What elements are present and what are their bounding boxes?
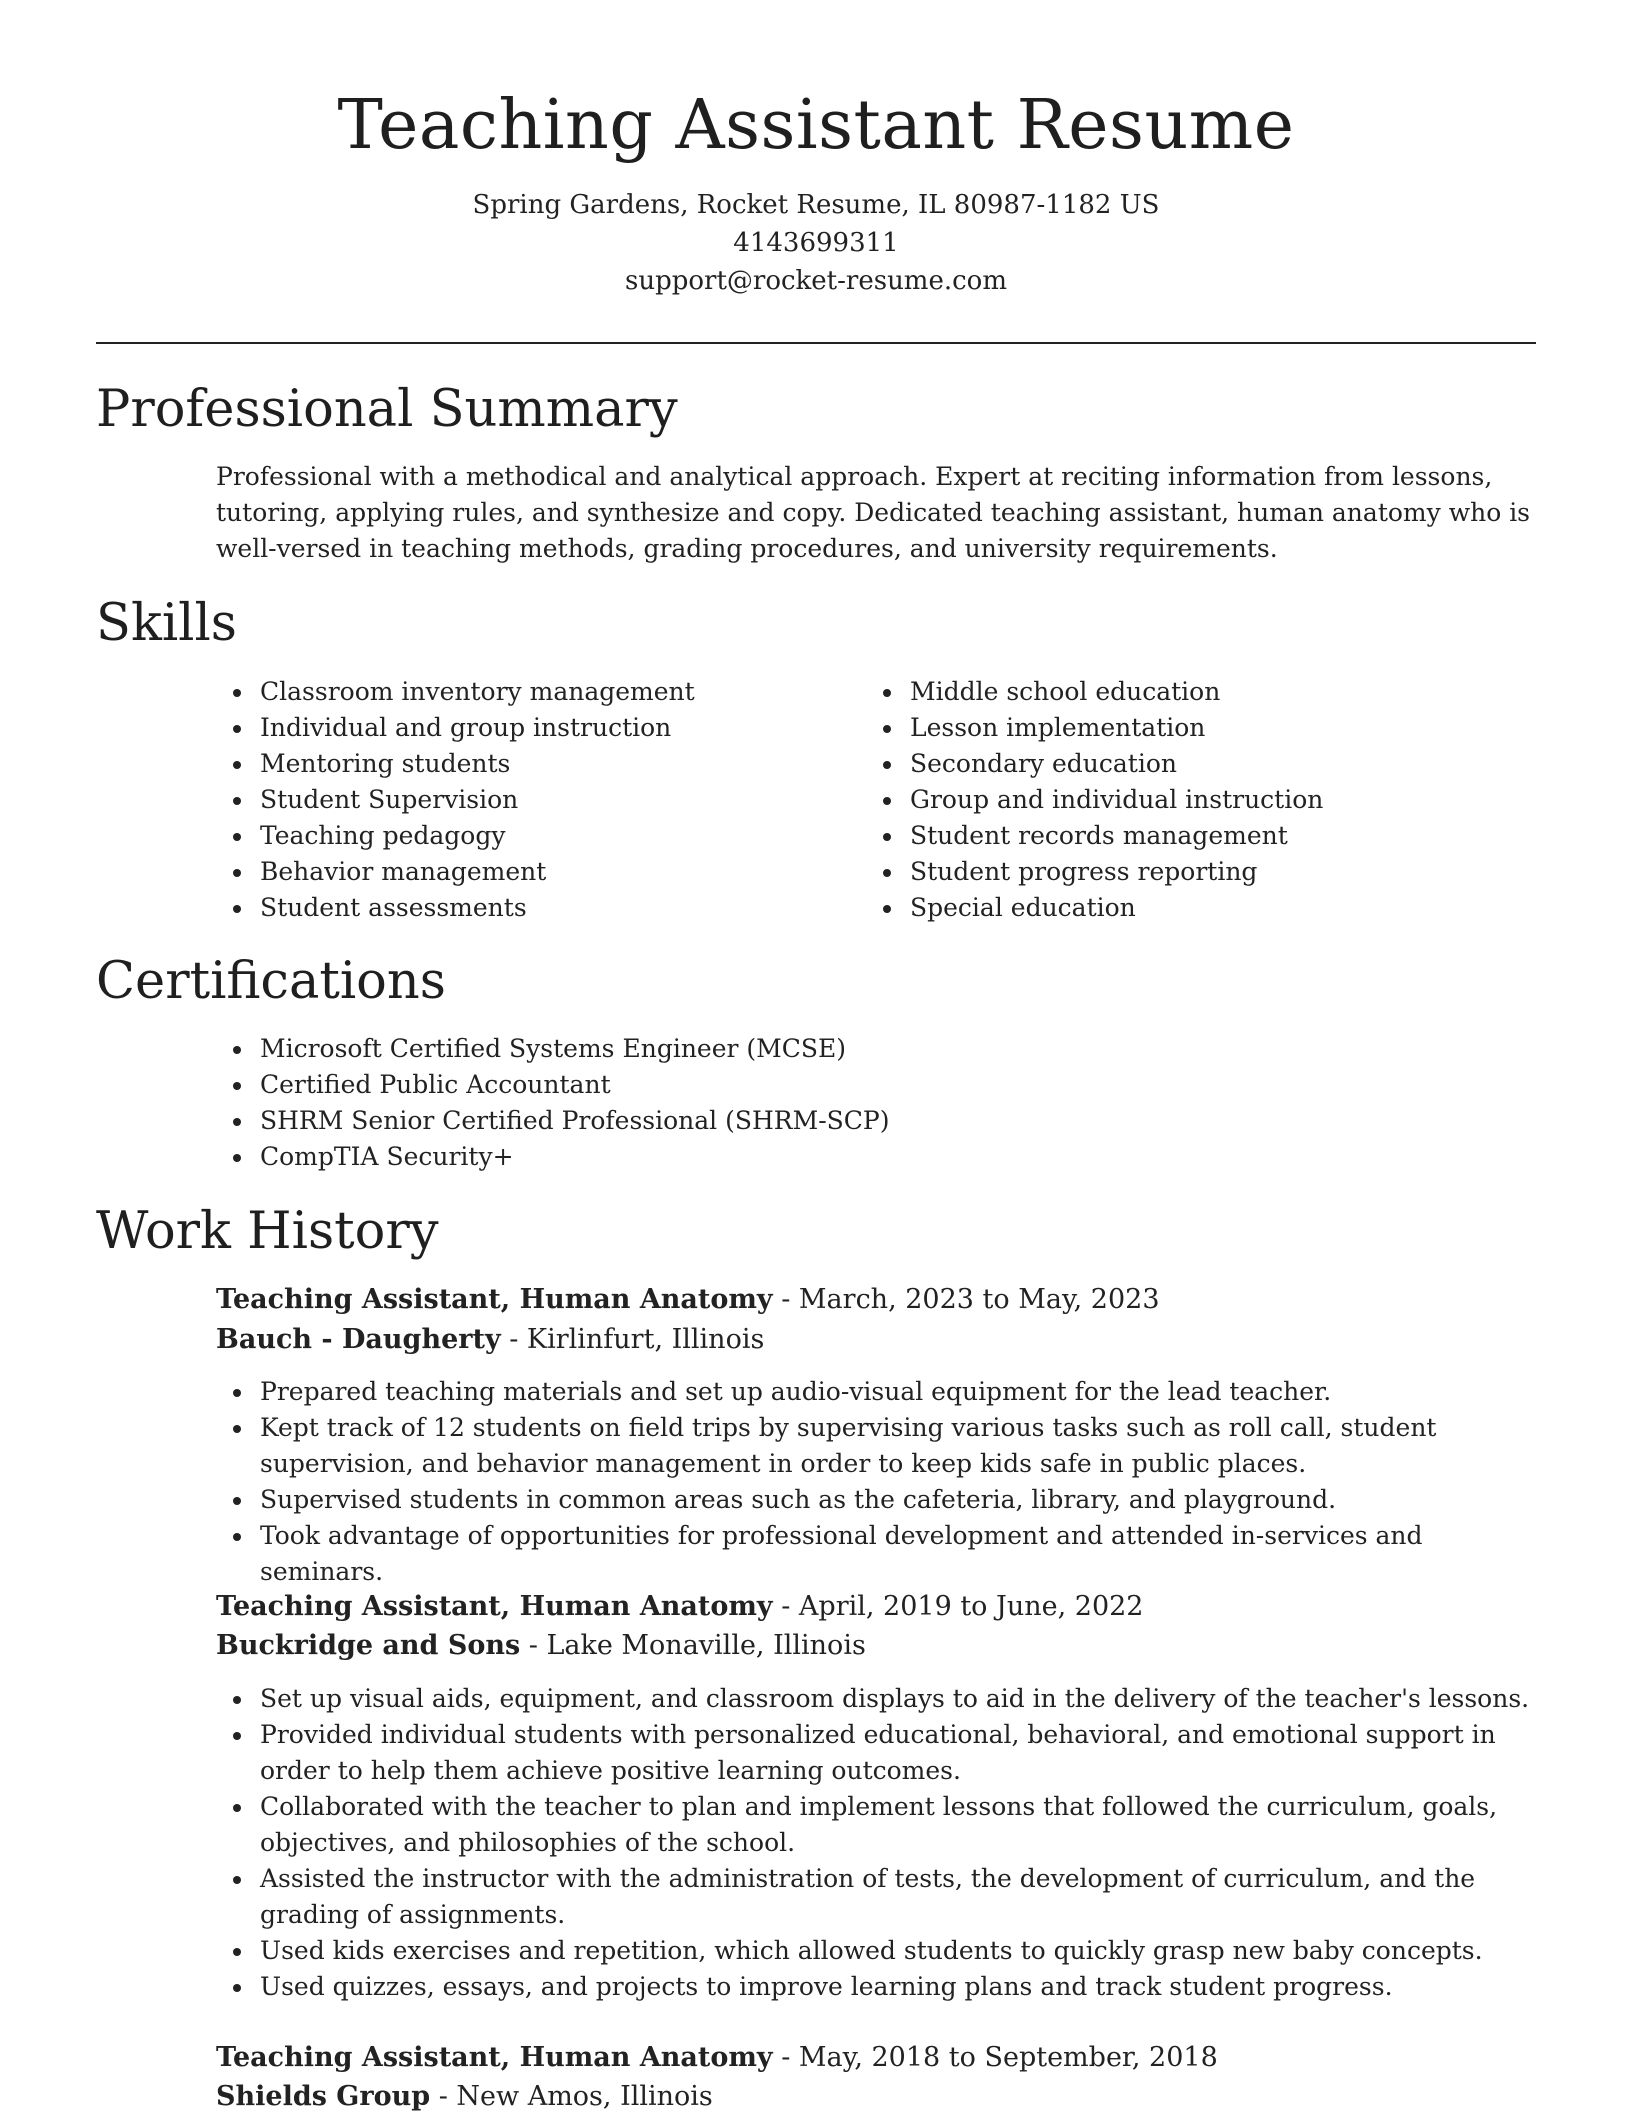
contact-email: support@rocket-resume.com [624,266,1007,296]
skill-item: Behavior management [216,854,816,890]
skill-item: Individual and group instruction [216,710,816,746]
job-company-line [216,1320,764,1360]
job-duty-item: Kept track of 12 students on field trips by supervising various tasks such as roll call, student supervision, and behavior management in order to keep kids safe in public places. [216,1410,1536,1482]
certification-item: CompTIA Security+ [216,1139,1536,1175]
job-dates: - May, 2018 to September, 2018 [772,2042,1218,2073]
skill-item: Student progress reporting [866,854,1506,890]
job-dates: - April, 2019 to June, 2022 [772,1591,1144,1622]
job-duties-list [216,1681,1536,2005]
skill-item: Middle school education [866,674,1506,710]
job-location: - Kirlinfurt, Illinois [500,1324,765,1355]
job-location: - Lake Monaville, Illinois [520,1630,866,1661]
certifications-heading: Certifications [96,952,446,1011]
job-duty-item: Set up visual aids, equipment, and classroom displays to aid in the delivery of the teacher's lessons. [216,1681,1536,1717]
resume-title: Teaching Assistant Resume [337,86,1295,165]
summary-text: Professional with a methodical and analytical approach. Expert at reciting information from lessons, tutoring, applying rules, and synthesize and copy. Dedicated teaching assistant, human anatomy who is well-versed in teaching methods, grading procedures, and university requirements. [216,462,1531,563]
skill-item: Special education [866,890,1506,926]
skill-item: Teaching pedagogy [216,818,816,854]
job-duty-item: Prepared teaching materials and set up audio-visual equipment for the lead teacher. [216,1374,1536,1410]
contact-phone: 4143699311 [733,228,899,258]
job-title-line [216,2038,1218,2078]
job-duty-item: Used kids exercises and repetition, which allowed students to quickly grasp new baby concepts. [216,1933,1536,1969]
skill-item: Student records management [866,818,1506,854]
skill-item: Secondary education [866,746,1506,782]
contact-block [0,186,1632,300]
certifications-list [216,1031,1536,1175]
job-company: Shields Group [216,2081,431,2112]
certification-item: Microsoft Certified Systems Engineer (MCSE) [216,1031,1536,1067]
skills-list-right [866,674,1506,926]
job-duty-item: Assisted the instructor with the administration of tests, the development of curriculum, and the grading of assignments. [216,1861,1536,1933]
header-divider [96,342,1536,344]
job-duty-item: Took advantage of opportunities for professional development and attended in-services and seminars. [216,1518,1536,1590]
certification-item: SHRM Senior Certified Professional (SHRM-SCP) [216,1103,1536,1139]
job-duty-item: Used quizzes, essays, and projects to improve learning plans and track student progress. [216,1969,1536,2005]
contact-address: Spring Gardens, Rocket Resume, IL 80987-1182 US [472,190,1160,220]
skill-item: Student Supervision [216,782,816,818]
skill-item: Mentoring students [216,746,816,782]
job-company: Buckridge and Sons [216,1630,521,1661]
job-company: Bauch - Daugherty [216,1324,501,1355]
job-title-line [216,1280,1160,1320]
skill-item: Student assessments [216,890,816,926]
job-title: Teaching Assistant, Human Anatomy [216,2042,773,2073]
job-duty-item: Collaborated with the teacher to plan and implement lessons that followed the curriculum, goals, objectives, and philosophies of the school. [216,1789,1536,1861]
job-title-line [216,1587,1143,1627]
skill-item: Lesson implementation [866,710,1506,746]
job-company-line [216,2077,713,2117]
skills-heading: Skills [96,594,237,653]
job-title: Teaching Assistant, Human Anatomy [216,1591,773,1622]
job-title: Teaching Assistant, Human Anatomy [216,1284,773,1315]
resume-header [0,84,1632,300]
job-company-line [216,1626,866,1666]
certification-item: Certified Public Accountant [216,1067,1536,1103]
skill-item: Group and individual instruction [866,782,1506,818]
job-duties-list [216,1374,1536,1590]
skills-list-left [216,674,816,926]
job-location: - New Amos, Illinois [430,2081,713,2112]
summary-heading: Professional Summary [96,380,678,439]
job-duty-item: Supervised students in common areas such as the cafeteria, library, and playground. [216,1482,1536,1518]
skill-item: Classroom inventory management [216,674,816,710]
work-history-heading: Work History [96,1202,439,1261]
job-duty-item: Provided individual students with personalized educational, behavioral, and emotional support in order to help them achieve positive learning outcomes. [216,1717,1536,1789]
job-dates: - March, 2023 to May, 2023 [772,1284,1160,1315]
